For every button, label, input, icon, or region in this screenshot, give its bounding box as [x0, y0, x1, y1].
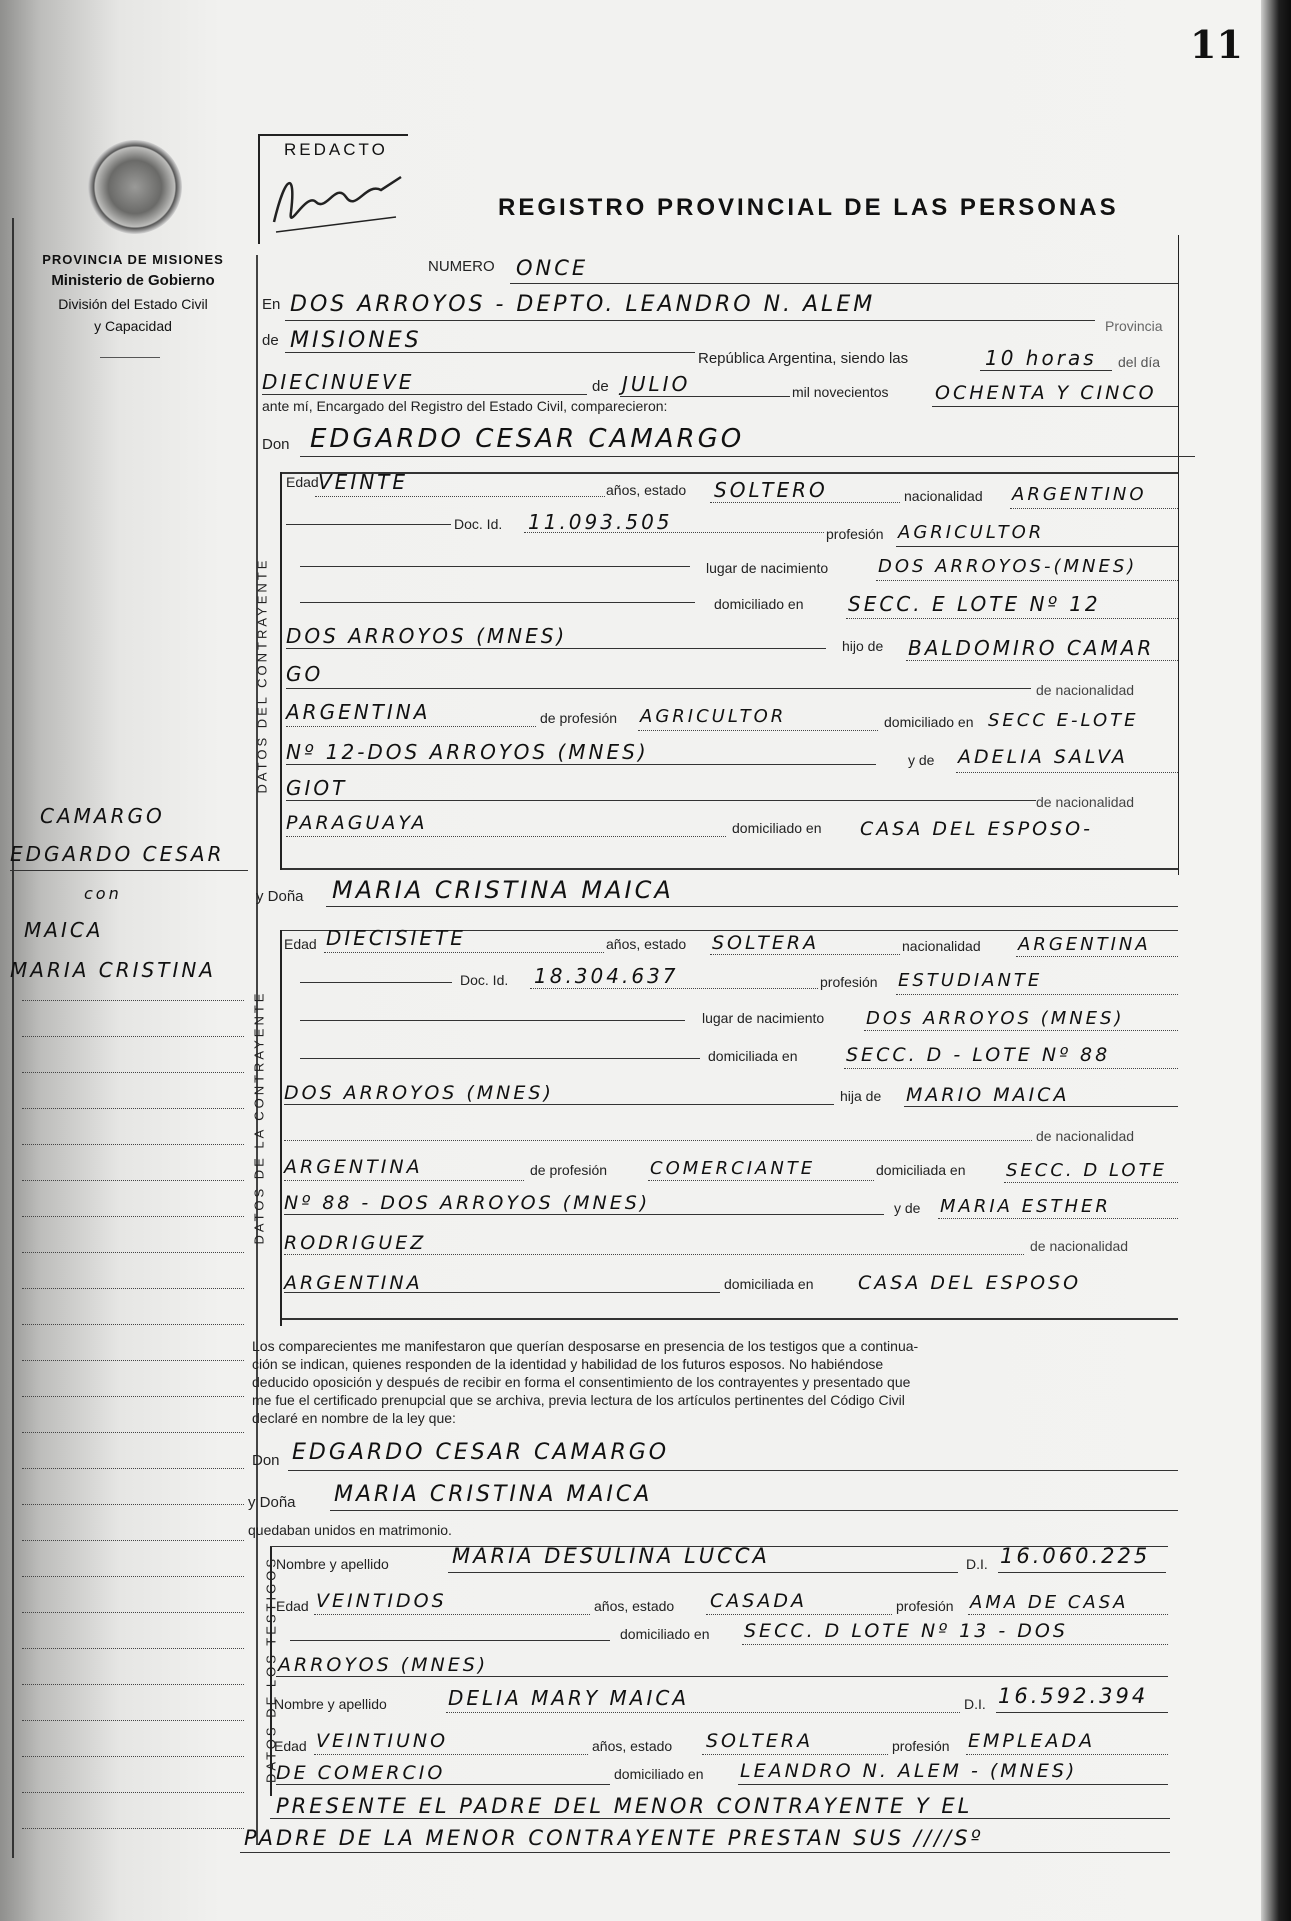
margin-note: MARIA CRISTINA — [10, 958, 216, 982]
c1-madre: ADELIA SALVA — [958, 746, 1128, 768]
de-profesion-label-2: de profesión — [530, 1162, 608, 1178]
margin-rule — [22, 1108, 244, 1109]
c2-madre: MARIA ESTHER — [940, 1196, 1111, 1217]
margin-rule — [22, 1828, 244, 1829]
lugar-nac-label-2: lugar de nacimiento — [702, 1010, 825, 1026]
numero-label: NUMERO — [428, 258, 495, 275]
margin-rule — [22, 1576, 244, 1577]
del-dia-label: del día — [1118, 354, 1161, 370]
edad-label-t1: Edad — [276, 1598, 309, 1614]
madre-dom-label: domiciliado en — [732, 820, 822, 836]
edad-label-t2: Edad — [274, 1738, 307, 1754]
dona-label: y Doña — [256, 888, 304, 905]
c2-doc: 18.304.637 — [534, 964, 679, 988]
ministry-label: Ministerio de Gobierno — [51, 272, 215, 289]
margin-rule — [22, 1216, 244, 1217]
don-label: Don — [262, 436, 290, 453]
de-label: de — [262, 332, 279, 349]
de2-label: de — [592, 378, 609, 395]
declaration-text-2: ción se indican, quienes responden de la identidad y habilidad de los futuros esposos. No habiéndose — [252, 1356, 884, 1372]
testigo2-di: 16.592.394 — [998, 1684, 1149, 1708]
estado-label-2: años, estado — [606, 936, 687, 952]
testigo2-nombre: DELIA MARY MAICA — [448, 1686, 690, 1710]
signature-icon — [266, 162, 406, 240]
margin-rule — [22, 1504, 244, 1505]
testigo2-edad: VEINTIUNO — [316, 1730, 449, 1752]
c1-lugar-nac: DOS ARROYOS-(MNES) — [878, 556, 1138, 577]
margin-note: EDGARDO CESAR — [10, 842, 225, 866]
c2-padre-dom-2: Nº 88 - DOS ARROYOS (MNES) — [284, 1192, 651, 1214]
margin-note: CAMARGO — [40, 804, 165, 828]
margin-rule — [22, 1468, 244, 1469]
margin-rule — [22, 1252, 244, 1253]
testigo1-domicilio: SECC. D LOTE Nº 13 - DOS — [744, 1620, 1068, 1642]
hijo-label: hijo de — [842, 638, 884, 654]
margin-note: con — [84, 884, 122, 903]
c2-lugar-nac: DOS ARROYOS (MNES) — [866, 1008, 1125, 1029]
nacionalidad-label: nacionalidad — [904, 488, 983, 504]
declaration-text-4: me fue el certificado prenupcial que se archiva, previa lectura de los artículos pertinentes del Código Civil — [252, 1392, 905, 1408]
c1-padre-nac: ARGENTINA — [286, 700, 431, 724]
lugar-value: DOS ARROYOS - DEPTO. LEANDRO N. ALEM — [290, 292, 876, 317]
estado-label-t2: años, estado — [592, 1738, 673, 1754]
margin-rule — [22, 1720, 244, 1721]
profesion-label-2: profesión — [820, 974, 878, 990]
contrayente1-nombre: EDGARDO CESAR CAMARGO — [310, 424, 745, 454]
c2-padre-dom: SECC. D LOTE — [1006, 1160, 1167, 1181]
margin-rule — [22, 1684, 244, 1685]
de-profesion-label: de profesión — [540, 710, 618, 726]
edad-label-2: Edad — [284, 936, 317, 952]
c1-doc: 11.093.505 — [528, 510, 673, 534]
provincia-label: Provincia — [1105, 318, 1163, 334]
margin-note: MAICA — [24, 918, 104, 942]
margin-rule — [22, 1360, 244, 1361]
margin-rule — [22, 1324, 244, 1325]
c2-padre-nac: ARGENTINA — [284, 1156, 423, 1178]
domicilio-label-t2: domiciliado en — [614, 1766, 704, 1782]
c1-profesion: AGRICULTOR — [898, 522, 1045, 543]
c2-padre-prof: COMERCIANTE — [650, 1158, 816, 1179]
c2-madre-nac: ARGENTINA — [284, 1272, 423, 1294]
c1-padre: BALDOMIRO CAMAR — [908, 636, 1155, 660]
c2-madre-2: RODRIGUEZ — [284, 1232, 427, 1254]
edad-label: Edad — [286, 474, 319, 490]
y-de-label-2: y de — [894, 1200, 921, 1216]
numero-value: ONCE — [516, 256, 589, 280]
padre-dom-label-2: domiciliada en — [876, 1162, 966, 1178]
profesion-label-t2: profesión — [892, 1738, 950, 1754]
margin-rule — [22, 1396, 244, 1397]
profesion-label: profesión — [826, 526, 884, 542]
testigo1-profesion: AMA DE CASA — [970, 1592, 1129, 1613]
de-nacionalidad-label-2: de nacionalidad — [1036, 794, 1135, 810]
madre-dom-label-2: domiciliada en — [724, 1276, 814, 1292]
de-nacionalidad-label-3: de nacionalidad — [1036, 1128, 1135, 1144]
c2-profesion: ESTUDIANTE — [898, 970, 1043, 991]
testigo1-estado: CASADA — [710, 1590, 807, 1612]
testigo1-nombre: MARIA DESULINA LUCCA — [452, 1544, 770, 1568]
margin-rule — [22, 1180, 244, 1181]
testigo1-edad: VEINTIDOS — [316, 1590, 447, 1612]
dia-value: DIECINUEVE — [262, 370, 415, 394]
domicilio-label-t1: domiciliado en — [620, 1626, 710, 1642]
margin-rule — [22, 1432, 244, 1433]
y-de-label: y de — [908, 752, 935, 768]
estado-label: años, estado — [606, 482, 687, 498]
declaration-text-5: declaré en nombre de la ley que: — [252, 1410, 456, 1426]
datos-contrayente-label-2: DATOS DE LA CONTRAYENTE — [251, 990, 267, 1245]
stamp-label: REDACTO — [284, 140, 388, 159]
nombre-apellido-label: Nombre y apellido — [276, 1556, 389, 1572]
testigo2-profesion-2: DE COMERCIO — [276, 1762, 446, 1784]
mes-value: JULIO — [622, 372, 691, 396]
provincia-value: MISIONES — [290, 328, 422, 353]
ante-label: ante mí, Encargado del Registro del Estado Civil, comparecieron: — [262, 398, 668, 414]
c1-domicilio-2: DOS ARROYOS (MNES) — [286, 624, 568, 648]
testigo2-domicilio: LEANDRO N. ALEM - (MNES) — [740, 1760, 1078, 1782]
c2-edad: DIECISIETE — [326, 926, 466, 950]
division-label-2: y Capacidad — [94, 318, 172, 334]
c2-madre-dom: CASA DEL ESPOSO — [858, 1272, 1082, 1294]
c2-padre: MARIO MAICA — [906, 1084, 1070, 1106]
datos-contrayente-label: DATOS DEL CONTRAYENTE — [254, 557, 270, 794]
testigo2-profesion: EMPLEADA — [968, 1730, 1096, 1752]
margin-rule — [22, 1036, 244, 1037]
c1-padre-dom-2: Nº 12-DOS ARROYOS (MNES) — [286, 740, 649, 764]
division-label: División del Estado Civil — [58, 296, 208, 312]
declaration-text-3: deducido oposición y después de recibir en forma el consentimiento de los contrayentes y presentado que — [252, 1374, 911, 1390]
anio-value: OCHENTA Y CINCO — [935, 382, 1157, 404]
republica-label: República Argentina, siendo las — [698, 350, 909, 367]
doc-label-2: Doc. Id. — [460, 972, 509, 988]
domicilio-label-2: domiciliada en — [708, 1048, 798, 1064]
declaration-esposo: EDGARDO CESAR CAMARGO — [292, 1440, 670, 1465]
c2-domicilio: SECC. D - LOTE Nº 88 — [846, 1044, 1111, 1066]
margin-rule — [22, 1288, 244, 1289]
doc-label: Doc. Id. — [454, 516, 503, 532]
declaration-don-label: Don — [252, 1452, 280, 1469]
c2-domicilio-2: DOS ARROYOS (MNES) — [284, 1082, 554, 1104]
margin-rule — [22, 1144, 244, 1145]
de-nacionalidad-label: de nacionalidad — [1036, 682, 1135, 698]
footer-line-1: PRESENTE EL PADRE DEL MENOR CONTRAYENTE Y EL — [276, 1794, 973, 1818]
footer-line-2: PADRE DE LA MENOR CONTRAYENTE PRESTAN SUS ////Sº — [244, 1826, 984, 1850]
hija-label: hija de — [840, 1088, 882, 1104]
estado-label-t1: años, estado — [594, 1598, 675, 1614]
de-nacionalidad-label-4: de nacionalidad — [1030, 1238, 1129, 1254]
province-label: PROVINCIA DE MISIONES — [42, 252, 224, 267]
c1-estado: SOLTERO — [714, 478, 828, 502]
margin-rule — [22, 1540, 244, 1541]
c2-estado: SOLTERA — [712, 932, 820, 954]
c1-padre-dom: SECC E-LOTE — [988, 710, 1139, 731]
margin-rule — [22, 1648, 244, 1649]
margin-rule — [22, 1612, 244, 1613]
contrayente2-nombre: MARIA CRISTINA MAICA — [332, 876, 674, 904]
nombre-apellido-label-2: Nombre y apellido — [274, 1696, 387, 1712]
lugar-nac-label: lugar de nacimiento — [706, 560, 829, 576]
c1-domicilio: SECC. E LOTE Nº 12 — [848, 592, 1101, 616]
testigo1-di: 16.060.225 — [1000, 1544, 1151, 1568]
c1-madre-2: GIOT — [286, 776, 348, 800]
mil-label: mil novecientos — [792, 384, 889, 400]
redacto-stamp — [258, 134, 408, 244]
c1-edad: VEINTE — [318, 470, 409, 494]
margin-rule — [22, 1756, 244, 1757]
registry-title: REGISTRO PROVINCIAL DE LAS PERSONAS — [498, 194, 1119, 221]
di-label: D.I. — [966, 1556, 988, 1572]
c1-nacionalidad: ARGENTINO — [1012, 484, 1147, 505]
datos-testigos-label: DATOS DE LOS TESTIGOS — [263, 1556, 279, 1783]
testigo1-domicilio-2: ARROYOS (MNES) — [278, 1654, 489, 1676]
page-number: 11 — [1190, 22, 1243, 67]
unidos-text: quedaban unidos en matrimonio. — [248, 1522, 452, 1538]
declaration-dona-label: y Doña — [248, 1494, 296, 1511]
c1-padre-2: GO — [286, 662, 324, 686]
c2-nacionalidad: ARGENTINA — [1018, 934, 1151, 955]
scan-edge-shadow — [1261, 0, 1291, 1921]
domicilio-label: domiciliado en — [714, 596, 804, 612]
margin-rule — [22, 1000, 244, 1001]
c1-padre-prof: AGRICULTOR — [640, 706, 787, 727]
c1-madre-dom: CASA DEL ESPOSO- — [860, 818, 1093, 840]
di-label-2: D.I. — [964, 1696, 986, 1712]
padre-dom-label: domiciliado en — [884, 714, 974, 730]
margin-rule — [22, 1072, 244, 1073]
declaration-text: Los comparecientes me manifestaron que querían desposarse en presencia de los testigos que a continua- — [252, 1338, 919, 1354]
declaration-esposa: MARIA CRISTINA MAICA — [334, 1482, 653, 1507]
profesion-label-t1: profesión — [896, 1598, 954, 1614]
hora-value: 10 horas — [985, 346, 1097, 370]
nacionalidad-label-2: nacionalidad — [902, 938, 981, 954]
en-label: En — [262, 296, 281, 313]
c1-madre-nac: PARAGUAYA — [286, 812, 428, 834]
margin-rule — [22, 1792, 244, 1793]
testigo2-estado: SOLTERA — [706, 1730, 814, 1752]
